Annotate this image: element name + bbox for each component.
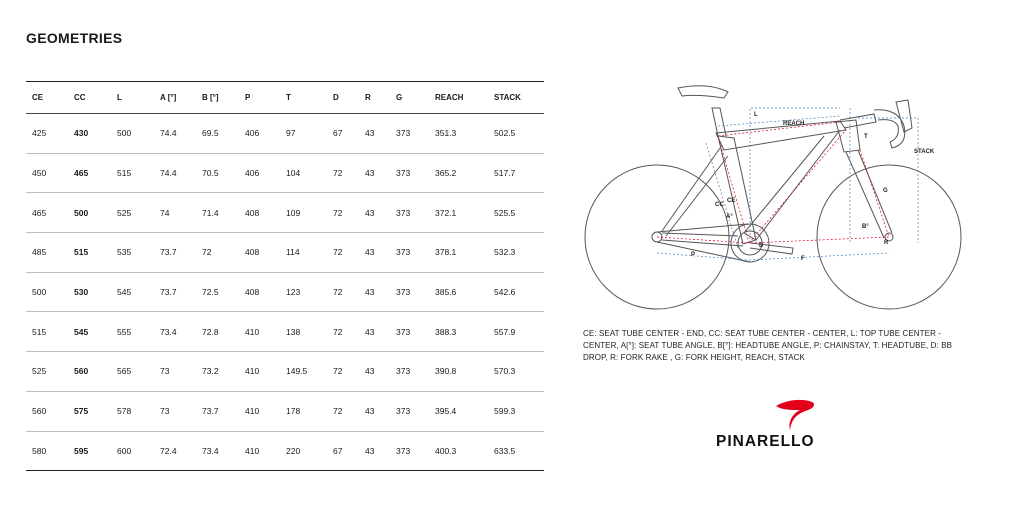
table-cell: 43 [359,193,390,233]
table-cell: 73 [154,352,196,392]
table-cell: 410 [239,431,280,471]
head-tube [836,120,860,152]
table-cell: 220 [280,431,327,471]
table-cell: 72 [327,272,359,312]
table-cell: 515 [68,233,111,273]
brand-logo-text: PINARELLO [716,433,815,450]
table-cell: 535 [111,233,154,273]
table-cell: 43 [359,114,390,154]
label-stack: STACK [914,149,935,155]
table-cell: 545 [111,272,154,312]
table-cell: 400.3 [429,431,488,471]
table-cell: 72 [327,312,359,352]
table-cell: 500 [111,114,154,154]
table-cell: 43 [359,233,390,273]
table-cell: 72 [196,233,239,273]
table-cell: 532.3 [488,233,544,273]
table-cell: 570.3 [488,352,544,392]
table-cell: 373 [390,272,429,312]
table-cell: 575 [68,391,111,431]
table-cell: 373 [390,312,429,352]
table-cell: 74 [154,193,196,233]
geometry-lines-red [657,122,889,243]
table-cell: 373 [390,193,429,233]
table-cell: 72.5 [196,272,239,312]
table-cell: 43 [359,391,390,431]
table-cell: 149.5 [280,352,327,392]
label-b: B° [862,224,869,230]
table-cell: 70.5 [196,153,239,193]
table-cell: 67 [327,431,359,471]
table-cell: 71.4 [196,193,239,233]
col-header-p: P [239,82,280,114]
label-ce: CE [727,198,736,204]
col-header-stack: STACK [488,82,544,114]
table-cell: 502.5 [488,114,544,154]
table-cell: 73.2 [196,352,239,392]
table-cell: 372.1 [429,193,488,233]
table-cell: 408 [239,193,280,233]
table-cell: 178 [280,391,327,431]
table-cell: 560 [68,352,111,392]
fork [846,150,892,238]
table-cell: 578 [111,391,154,431]
label-reach: REACH [783,121,805,127]
seat-stay [662,148,728,236]
table-cell: 74.4 [154,114,196,154]
label-a: A° [726,214,733,220]
label-r: R [884,240,889,246]
table-cell: 580 [26,431,68,471]
table-cell: 530 [68,272,111,312]
page-title: GEOMETRIES [26,30,123,46]
table-cell: 410 [239,352,280,392]
table-cell: 373 [390,391,429,431]
col-header-g: G [390,82,429,114]
table-cell: 525 [26,352,68,392]
table-cell: 408 [239,272,280,312]
table-row [26,193,544,233]
table-cell: 104 [280,153,327,193]
table-cell: 390.8 [429,352,488,392]
col-header-reach: REACH [429,82,488,114]
table-row [26,153,544,193]
table-cell: 406 [239,153,280,193]
saddle [678,86,728,98]
table-cell: 525 [111,193,154,233]
table-row [26,312,544,352]
table-cell: 69.5 [196,114,239,154]
table-cell: 425 [26,114,68,154]
table-cell: 430 [68,114,111,154]
table-cell: 73.7 [196,391,239,431]
table-cell: 373 [390,153,429,193]
table-header-row [26,82,544,114]
table-cell: 545 [68,312,111,352]
table-cell: 395.4 [429,391,488,431]
table-cell: 73.4 [196,431,239,471]
table-cell: 365.2 [429,153,488,193]
bike-geometry-diagram [578,78,978,318]
col-header-d: D [327,82,359,114]
table-cell: 67 [327,114,359,154]
table-cell: 373 [390,114,429,154]
handlebar [874,110,905,148]
table-cell: 72 [327,352,359,392]
table-cell: 600 [111,431,154,471]
front-wheel [817,165,961,309]
geometry-table [26,81,544,471]
table-cell: 72 [327,391,359,431]
table-row [26,352,544,392]
table-cell: 410 [239,391,280,431]
table-cell: 138 [280,312,327,352]
table-cell: 388.3 [429,312,488,352]
table-cell: 565 [111,352,154,392]
down-tube [744,130,840,240]
table-cell: 515 [26,312,68,352]
table-cell: 351.3 [429,114,488,154]
col-header-cc: CC [68,82,111,114]
table-cell: 406 [239,114,280,154]
table-cell: 123 [280,272,327,312]
pinarello-logo-icon [772,398,818,432]
table-cell: 43 [359,312,390,352]
table-cell: 373 [390,352,429,392]
table-cell: 97 [280,114,327,154]
table-row [26,114,544,154]
table-cell: 500 [26,272,68,312]
table-cell: 599.3 [488,391,544,431]
table-cell: 485 [26,233,68,273]
crank-arm [750,243,793,254]
table-cell: 114 [280,233,327,273]
label-p: P [691,252,696,258]
table-cell: 73.4 [154,312,196,352]
geometry-legend: CE: SEAT TUBE CENTER - END, CC: SEAT TUBE CENTER - CENTER, L: TOP TUBE CENTER - CENTER, A[°]: SEAT TUBE ANGLE, B[°]: HEADTUBE ANGLE, P: CHAINSTAY, T: HEADTUBE, D: BB DROP, R: FORK RAKE , G: FORK HEIGHT, REACH, STACK [583,329,953,362]
table-row [26,391,544,431]
col-header-t: T [280,82,327,114]
table-cell: 560 [26,391,68,431]
table-cell: 373 [390,233,429,273]
col-header-ce: CE [26,82,68,114]
table-cell: 465 [26,193,68,233]
table-cell: 72 [327,193,359,233]
table-cell: 633.5 [488,431,544,471]
table-cell: 72 [327,233,359,273]
table-cell: 373 [390,431,429,471]
col-header-b: B [°] [196,82,239,114]
table-cell: 542.6 [488,272,544,312]
table-cell: 450 [26,153,68,193]
table-cell: 408 [239,233,280,273]
table-cell: 517.7 [488,153,544,193]
table-cell: 500 [68,193,111,233]
table-cell: 72.8 [196,312,239,352]
table-row [26,272,544,312]
table-row [26,233,544,273]
label-g: G [883,188,888,194]
table-cell: 73 [154,391,196,431]
col-header-l: L [111,82,154,114]
table-cell: 73.7 [154,272,196,312]
table-cell: 555 [111,312,154,352]
table-cell: 385.6 [429,272,488,312]
label-l: L [754,112,758,118]
table-cell: 465 [68,153,111,193]
table-cell: 72.4 [154,431,196,471]
label-f: F [801,256,805,262]
col-header-r: R [359,82,390,114]
table-cell: 515 [111,153,154,193]
table-cell: 73.7 [154,233,196,273]
table-cell: 378.1 [429,233,488,273]
table-cell: 595 [68,431,111,471]
table-cell: 43 [359,352,390,392]
table-cell: 43 [359,272,390,312]
table-cell: 410 [239,312,280,352]
table-row [26,431,544,471]
table-cell: 72 [327,153,359,193]
table-cell: 557.9 [488,312,544,352]
label-cc: CC [715,202,724,208]
label-d: D [759,243,764,249]
table-cell: 43 [359,431,390,471]
col-header-a: A [°] [154,82,196,114]
table-cell: 74.4 [154,153,196,193]
table-cell: 109 [280,193,327,233]
table-cell: 43 [359,153,390,193]
label-t: T [864,134,868,140]
table-cell: 525.5 [488,193,544,233]
